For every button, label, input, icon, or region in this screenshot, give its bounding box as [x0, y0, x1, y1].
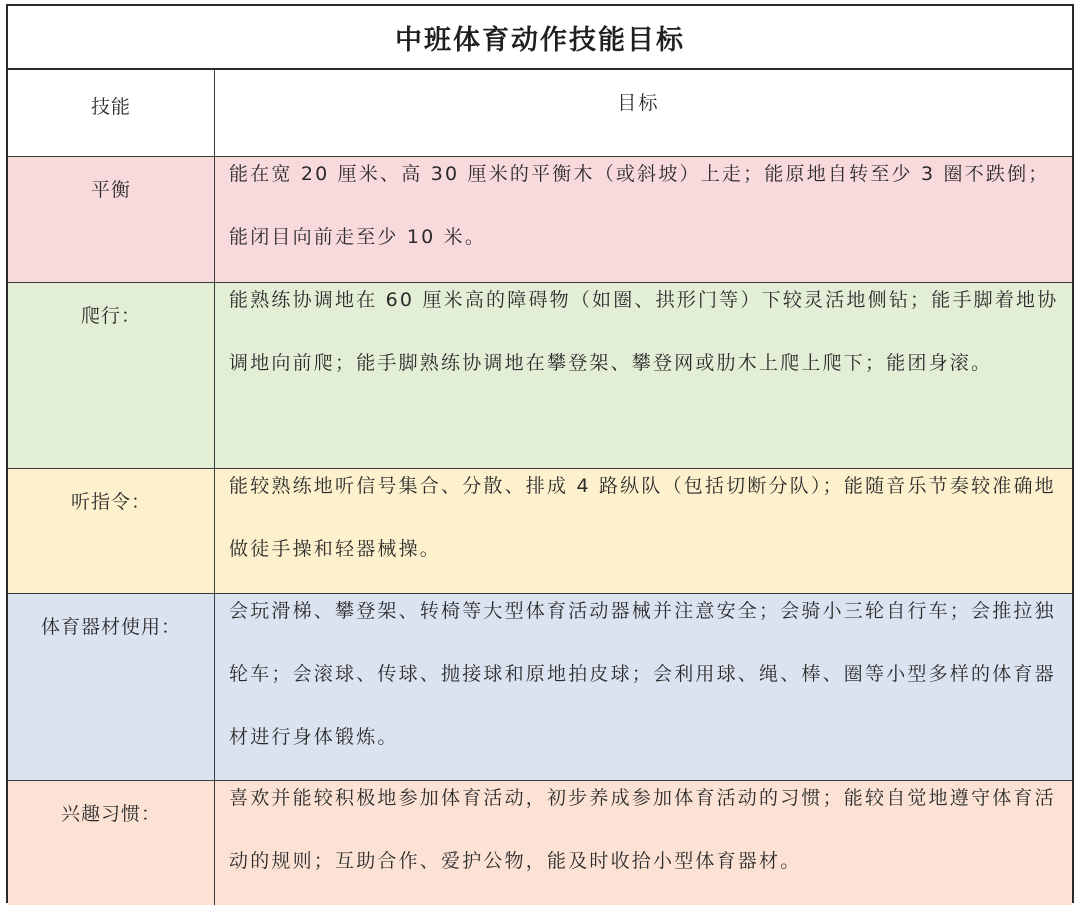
header-goal: 目标: [617, 92, 660, 114]
goal-cell: 喜欢并能较积极地参加体育活动，初步养成参加体育活动的习惯；能较自觉地遵守体育活动的规则；互助合作、爱护公物，能及时收拾小型体育器材。: [229, 787, 1056, 872]
goal-cell: 会玩滑梯、攀登架、转椅等大型体育活动器械并注意安全；会骑小三轮自行车；会推拉独轮车；会滚球、传球、抛接球和原地拍皮球；会利用球、绳、棒、圈等小型多样的体育器材进行身体锻炼。: [229, 600, 1056, 748]
table-row-listen: [8, 469, 1072, 594]
goal-cell: 能在宽 20 厘米、高 30 厘米的平衡木（或斜坡）上走；能原地自转至少 3 圈不跌倒；能闭目向前走至少 10 米。: [229, 163, 1050, 248]
skill-cell: 兴趣习惯：: [8, 781, 215, 905]
skills-table: [6, 4, 1074, 903]
header-skill: 技能: [8, 70, 215, 156]
table-row-balance: [8, 157, 1072, 283]
skill-cell: 体育器材使用：: [8, 594, 215, 780]
table-row-equipment: [8, 594, 1072, 781]
goal-cell: 能熟练协调地在 60 厘米高的障碍物（如圈、拱形门等）下较灵活地侧钻；能手脚着地协调地向前爬；能手脚熟练协调地在攀登架、攀登网或肋木上爬上爬下；能团身滚。: [229, 289, 1059, 374]
skill-cell: 平衡: [8, 157, 215, 282]
skill-cell: 爬行：: [8, 283, 215, 468]
goal-cell: 能较熟练地听信号集合、分散、排成 4 路纵队（包括切断分队）；能随音乐节奏较准确地做徒手操和轻器械操。: [229, 475, 1056, 560]
table-row-habit: [8, 781, 1072, 905]
table-row-crawl: [8, 283, 1072, 469]
table-title: 中班体育动作技能目标: [8, 6, 1072, 70]
skill-cell: 听指令：: [8, 469, 215, 593]
